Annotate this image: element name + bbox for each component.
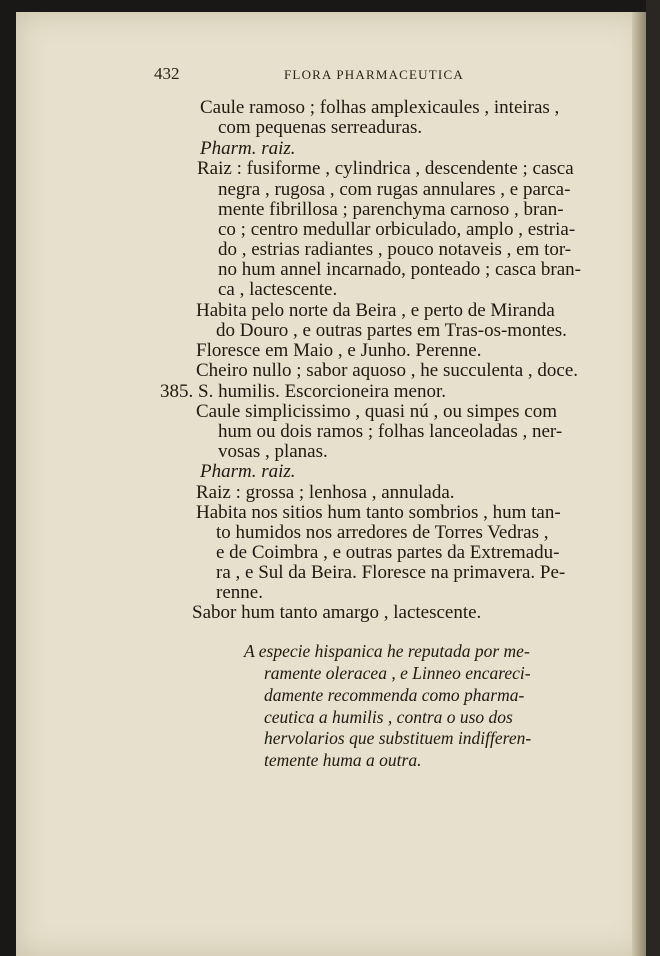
note-line: A especie hispanica he reputada por me- (244, 641, 530, 661)
body-line: vosas , planas. (218, 441, 328, 462)
note-line: hervolarios que substituem indifferen- (264, 728, 532, 748)
body-line: Sabor hum tanto amargo , lactescente. (192, 602, 482, 623)
body-line: mente fibrillosa ; parenchyma carnoso , bran- (218, 199, 564, 220)
body-line: negra , rugosa , com rugas annulares , e parca- (218, 179, 571, 200)
body-line: renne. (216, 582, 263, 603)
body-line: Pharm. raiz. (200, 138, 296, 159)
note-line: damente recommenda como pharma- (264, 685, 525, 705)
running-title: FLORA PHARMACEUTICA (284, 67, 464, 82)
body-line: Habita nos sitios hum tanto sombrios , hum tan- (196, 502, 561, 523)
body-line: co ; centro medullar orbiculado, amplo , estria- (218, 219, 576, 240)
body-line: ra , e Sul da Beira. Floresce na primavera. Pe- (216, 562, 566, 583)
species-heading: 385. S. humilis. Escorcioneira menor. (160, 381, 447, 402)
species-entry-line (160, 382, 446, 401)
body-line: e de Coimbra , e outras partes da Extremadu- (216, 542, 560, 563)
book-edge (646, 0, 660, 956)
body-line: ca , lactescente. (218, 279, 338, 300)
body-line: Cheiro nullo ; sabor aquoso , he succulenta , doce. (196, 360, 579, 381)
body-line: Habita pelo norte da Beira , e perto de Miranda (196, 300, 555, 321)
body-line: Pharm. raiz. (200, 461, 296, 482)
note-line: ramente oleracea , e Linneo encareci- (264, 663, 531, 683)
note-line: ceutica a humilis , contra o uso dos (264, 707, 513, 727)
page-number: 432 (154, 64, 180, 83)
page-gutter (632, 12, 646, 956)
running-header (154, 64, 494, 84)
body-line: hum ou dois ramos ; folhas lanceoladas , ner- (218, 421, 563, 442)
note-line: temente huma a outra. (264, 750, 422, 770)
body-line: Caule ramoso ; folhas amplexicaules , inteiras , (200, 97, 560, 118)
body-line: no hum annel incarnado, ponteado ; casca bran- (218, 259, 581, 280)
body-line: to humidos nos arredores de Torres Vedras , (216, 522, 549, 543)
body-line: Floresce em Maio , e Junho. Perenne. (196, 340, 482, 361)
body-line: com pequenas serreaduras. (218, 117, 423, 138)
body-line: do , estrias radiantes , pouco notaveis , em tor- (218, 239, 572, 260)
body-line: Caule simplicissimo , quasi nú , ou simpes com (196, 401, 557, 422)
body-line: Raiz : grossa ; lenhosa , annulada. (196, 482, 455, 503)
body-line: do Douro , e outras partes em Tras-os-montes. (216, 320, 567, 341)
body-line: Raiz : fusiforme , cylindrica , descendente ; casca (197, 158, 574, 179)
